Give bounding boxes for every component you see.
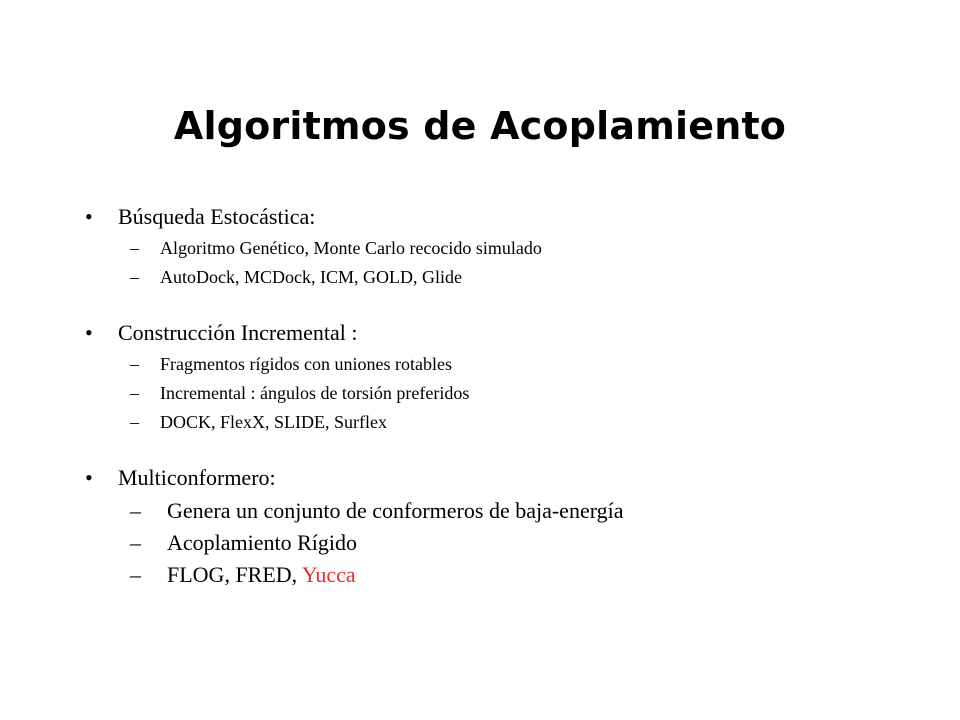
bullet-icon: • [85, 320, 93, 345]
bullet-icon: • [85, 204, 93, 229]
sub-item [85, 263, 925, 292]
sub-item-text: AutoDock, MCDock, ICM, GOLD, Glide [160, 267, 462, 287]
section-multiconformero [85, 461, 925, 591]
sub-item-text: Algoritmo Genético, Monte Carlo recocido simulado [160, 238, 542, 258]
bullet-icon: • [85, 465, 93, 490]
bullet-text: Multiconformero: [118, 465, 276, 490]
sub-item [85, 350, 925, 379]
sub-item-text: Acoplamiento Rígido [167, 530, 358, 555]
dash-icon: – [130, 354, 139, 374]
sub-item [85, 408, 925, 437]
dash-icon: – [130, 267, 139, 287]
sub-item [85, 234, 925, 263]
dash-icon: – [130, 383, 139, 403]
bullet-item [85, 461, 925, 495]
sub-item [85, 495, 925, 527]
sub-item [85, 527, 925, 559]
dash-icon: – [130, 498, 141, 523]
dash-icon: – [130, 412, 139, 432]
sub-item-text: Genera un conjunto de conformeros de baja-energía [167, 498, 624, 523]
bullet-item [85, 200, 925, 234]
sub-item-text: DOCK, FlexX, SLIDE, Surflex [160, 412, 387, 432]
dash-icon: – [130, 238, 139, 258]
sub-item-text: Incremental : ángulos de torsión preferidos [160, 383, 470, 403]
dash-icon: – [130, 530, 141, 555]
bullet-text: Búsqueda Estocástica: [118, 204, 316, 229]
bullet-text: Construcción Incremental : [118, 320, 358, 345]
section-busqueda-estocastica [85, 200, 925, 292]
highlighted-text: Yucca [301, 562, 356, 587]
section-construccion-incremental [85, 316, 925, 437]
dash-icon: – [130, 562, 141, 587]
slide-title: Algoritmos de Acoplamiento [173, 104, 787, 148]
sub-item [85, 379, 925, 408]
sub-item-text: Fragmentos rígidos con uniones rotables [160, 354, 452, 374]
slide-content [85, 200, 925, 615]
sub-item [85, 559, 925, 591]
sub-item-text-prefix: FLOG, FRED, [167, 562, 302, 587]
bullet-item [85, 316, 925, 350]
